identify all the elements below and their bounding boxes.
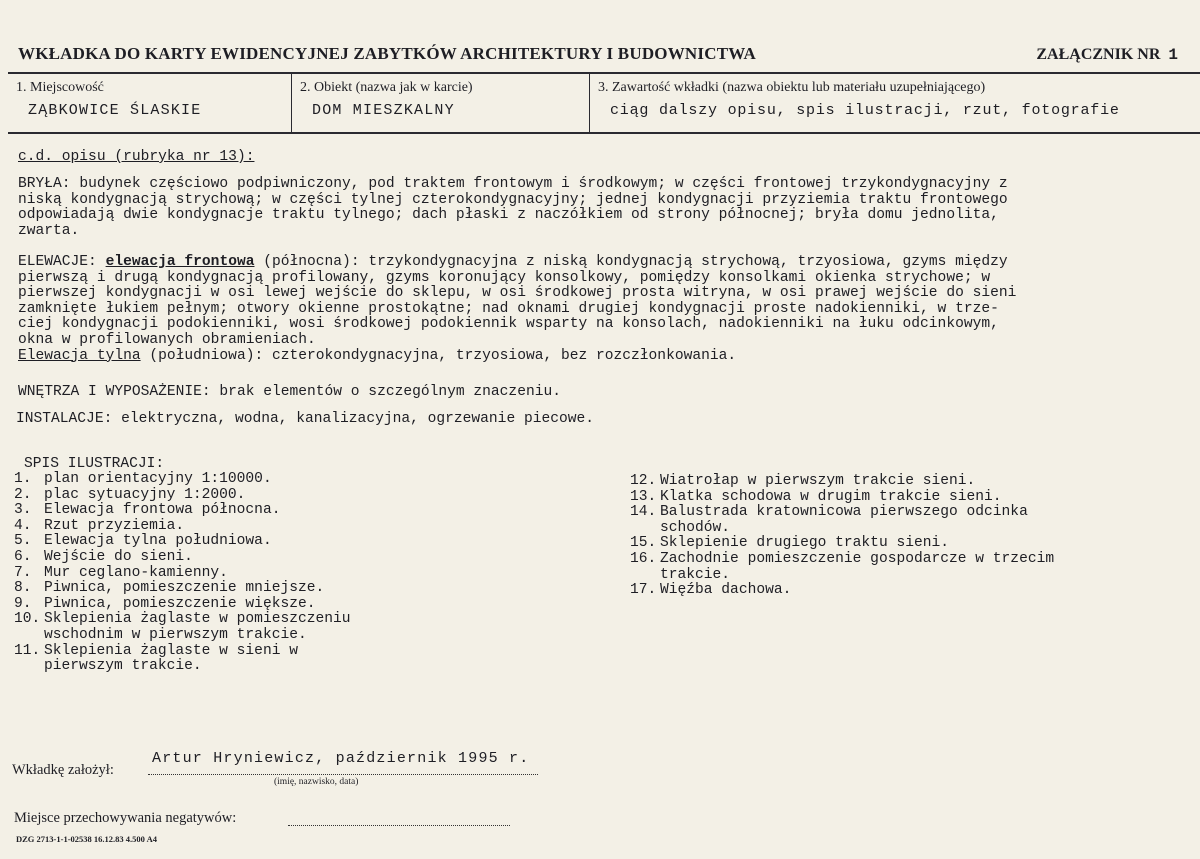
form-title: WKŁADKA DO KARTY EWIDENCYJNEJ ZABYTKÓW ARCHITEKTURY I BUDOWNICTWA bbox=[18, 44, 757, 63]
list-item: 8. Piwnica, pomieszczenie mniejsze. bbox=[14, 580, 325, 597]
illustrations-list-right bbox=[630, 474, 1054, 599]
elewacje-label: ELEWACJE: bbox=[18, 254, 97, 270]
bryla-line: niską kondygnacją strychową; w części tylnej czterokondygnacyjny; jednej kondygnacji przyziemia traktu frontowego bbox=[18, 191, 1008, 208]
elewacje-line: pierwszej kondygnacji w osi lewej wejście do sklepu, w osi środkowej prosta witryna, w osi prawej wejście do sieni bbox=[18, 285, 1017, 302]
interiors-text: brak elementów o szczególnym znaczeniu. bbox=[210, 384, 561, 400]
illustrations-title: SPIS ILUSTRACJI: bbox=[24, 456, 165, 472]
creator-dotted-line bbox=[148, 774, 538, 775]
list-item: 1. plan orientacyjny 1:10000. bbox=[14, 471, 272, 487]
bryla-line: zwarta. bbox=[18, 222, 80, 239]
locality-field bbox=[8, 74, 291, 132]
rear-elevation-title: Elewacja tylna bbox=[18, 347, 141, 364]
list-item: 13. Klatka schodowa w drugim trakcie sieni. bbox=[630, 488, 1002, 505]
list-item: 5. Elewacja tylna południowa. bbox=[14, 533, 272, 550]
contents-value: ciąg dalszy opisu, spis ilustracji, rzut, fotografie bbox=[610, 102, 1120, 119]
list-item: 12. Wiatrołap w pierwszym trakcie sieni. bbox=[630, 473, 976, 489]
annex-value: 1 bbox=[1168, 46, 1178, 64]
list-item: 6. Wejście do sieni. bbox=[14, 548, 193, 565]
negatives-dotted-line bbox=[288, 825, 510, 826]
contents-label: 3. Zawartość wkładki (nazwa obiektu lub materiału uzupełniającego) bbox=[598, 80, 986, 95]
locality-label: 1. Miejscowość bbox=[16, 80, 104, 95]
locality-value: ZĄBKOWICE ŚLASKIE bbox=[28, 102, 202, 119]
list-item: 9. Piwnica, pomieszczenie większe. bbox=[14, 595, 316, 612]
installations-label: INSTALACJE: bbox=[16, 411, 113, 427]
object-label: 2. Obiekt (nazwa jak w karcie) bbox=[300, 80, 473, 95]
elewacje-line: pierwszą i drugą kondygnacją profilowany, gzyms koronujący konsolkowy, pomiędzy konsolkami okienka strychowe; w bbox=[18, 269, 991, 286]
list-item: 15. Sklepienie drugiego traktu sieni. bbox=[630, 535, 950, 552]
list-item: 2. plac sytuacyjny 1:2000. bbox=[14, 486, 246, 503]
interiors-section bbox=[18, 385, 561, 401]
illustrations-list-left bbox=[14, 472, 351, 675]
annex-number bbox=[1036, 46, 1178, 64]
form-footer bbox=[12, 750, 1182, 850]
print-code: DZG 2713-1-1-02538 16.12.83 4.500 A4 bbox=[16, 834, 157, 844]
elewacje-section bbox=[18, 255, 1016, 364]
negatives-label: Miejsce przechowywania negatywów: bbox=[14, 810, 237, 826]
interiors-label: WNĘTRZA I WYPOSAŻENIE: bbox=[18, 384, 211, 400]
fields-row bbox=[8, 72, 1200, 134]
object-value: DOM MIESZKALNY bbox=[312, 102, 455, 119]
list-item: 17. Więźba dachowa. bbox=[630, 582, 792, 599]
creator-hint: (imię, nazwisko, data) bbox=[274, 777, 359, 787]
contents-field bbox=[589, 74, 1200, 132]
creator-value: Artur Hryniewicz, październik 1995 r. bbox=[152, 750, 530, 767]
elewacje-line: ciej kondygnacji podokienniki, wosi środkowej podokiennik wsparty na konsolach, nadokienniki na łuku odcinkowym, bbox=[18, 316, 999, 333]
bryla-line: BRYŁA: budynek częściowo podpiwniczony, pod traktem frontowym i środkowym; w części frontowej trzykondygnacyjny z bbox=[18, 176, 1008, 192]
bryla-section bbox=[18, 177, 1008, 239]
bryla-line: odpowiadają dwie kondygnacje traktu tylnego; dach płaski z naczółkiem od strony północnej; bryła domu jednolita, bbox=[18, 207, 999, 224]
list-item: 16. Zachodnie pomieszczenie gospodarcze w trzecim trakcie. bbox=[630, 550, 1055, 583]
list-item: 10. Sklepienia żaglaste w pomieszczeniu wschodnim w pierwszym trakcie. bbox=[14, 611, 351, 643]
list-item: 4. Rzut przyziemia. bbox=[14, 517, 185, 534]
list-item: 11. Sklepienia żaglaste w sieni w pierwszym trakcie. bbox=[14, 642, 298, 675]
installations-text: elektryczna, wodna, kanalizacyjna, ogrzewanie piecowe. bbox=[112, 411, 595, 427]
elewacje-line: zamknięte łukiem pełnym; otwory okienne prostokątne; nad oknami drugiej kondygnacji proste nadokienniki, w trze- bbox=[18, 300, 999, 317]
list-item: 3. Elewacja frontowa północna. bbox=[14, 502, 281, 519]
elewacje-line: okna w profilowanych obramieniach. bbox=[18, 331, 316, 348]
bryla-label: BRYŁA: bbox=[18, 176, 71, 192]
continuation-title: c.d. opisu (rubryka nr 13): bbox=[18, 149, 255, 165]
front-elevation-title: elewacja frontowa bbox=[105, 254, 255, 270]
installations-section bbox=[16, 412, 594, 428]
annex-label: ZAŁĄCZNIK NR bbox=[1036, 46, 1161, 63]
elewacje-line: ELEWACJE: elewacja frontowa (północna): trzykondygnacyjna z niską kondygnacją strychową, trzyosiowa, gzyms między bbox=[18, 254, 1008, 270]
creator-label: Wkładkę założył: bbox=[12, 762, 114, 778]
form-header bbox=[18, 44, 1178, 72]
list-item: 14. Balustrada kratownicowa pierwszego odcinka schodów. bbox=[630, 504, 1028, 536]
rear-elevation-line: Elewacja tylna (południowa): czterokondygnacyjna, trzyosiowa, bez rozczłonkowania. bbox=[18, 347, 737, 364]
object-field bbox=[291, 74, 590, 132]
list-item: 7. Mur ceglano-kamienny. bbox=[14, 564, 228, 581]
